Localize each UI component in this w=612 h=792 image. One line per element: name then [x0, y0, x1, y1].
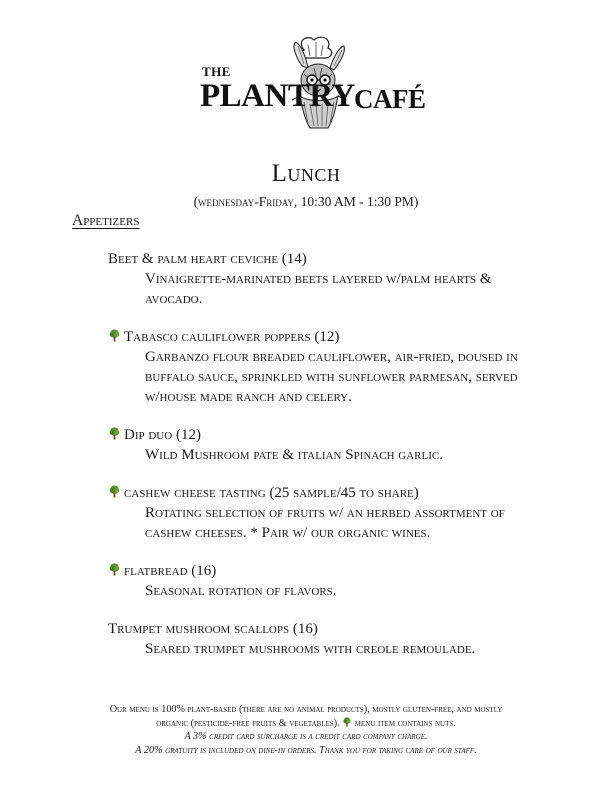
- menu-item: [0, 483, 612, 543]
- menu-item-heading: [0, 249, 612, 269]
- appetizer-list: [0, 249, 612, 677]
- menu-item-name: Beet & palm heart ceviche (14): [108, 251, 307, 267]
- footer-gratuity-note: A 20% gratuity is included on dine-in orders. Thank you for taking care of our staff.: [135, 744, 477, 756]
- menu-item: [0, 619, 612, 659]
- menu-item-description: Seasonal rotation of flavors.: [145, 583, 337, 599]
- menu-item-heading: [0, 619, 612, 639]
- service-hours: (wednesday-Friday, 10:30 AM - 1:30 PM): [193, 194, 419, 209]
- menu-item: [0, 425, 612, 465]
- menu-item-heading: [0, 327, 612, 347]
- footer-organic-note: [60, 717, 552, 731]
- menu-item-description: Seared trumpet mushrooms with creole remoulade.: [145, 641, 476, 657]
- menu-footer: [60, 703, 552, 757]
- menu-item-heading: [0, 483, 612, 503]
- menu-item-description: Rotating selection of fruits w/ an herbed assortment of cashew cheeses. * Pair w/ our organic wines.: [145, 505, 505, 541]
- footer-surcharge-note: A 3% credit card surcharge is a credit card company charge.: [184, 731, 428, 742]
- menu-item: [0, 327, 612, 407]
- footer-plant-based-note: Our menu is 100% plant-based (there are no animal products), mostly gluten-free, and mostly: [109, 704, 503, 715]
- logo-plantry-text: PLANTRY: [200, 78, 355, 114]
- footer-nuts-text: menu item contains nuts.: [354, 717, 456, 729]
- plantry-cafe-logo: [196, 36, 426, 132]
- menu-item-description: Wild Mushroom pate & italian Spinach garlic.: [145, 447, 443, 463]
- menu-item-heading: [0, 425, 612, 445]
- tree-icon: [108, 427, 121, 440]
- menu-item-name: Tabasco cauliflower poppers (12): [124, 329, 340, 345]
- menu-item: [0, 561, 612, 601]
- logo-cafe-text: CAFÉ: [354, 84, 426, 114]
- tree-icon: [108, 485, 121, 498]
- menu-item-name: cashew cheese tasting (25 sample/45 to share): [124, 485, 419, 501]
- section-heading-appetizers: Appetizers: [72, 212, 140, 229]
- menu-item-name: Trumpet mushroom scallops (16): [108, 621, 318, 637]
- menu-item-description: Garbanzo flour breaded cauliflower, air-fried, doused in buffalo sauce, sprinkled with sunflower parmesan, served w/house made ranch and celery.: [145, 349, 518, 405]
- tree-icon: [108, 563, 121, 576]
- menu-title: Lunch: [271, 160, 341, 187]
- logo-the-text: THE: [202, 64, 231, 79]
- footer-organic-text: organic (pesticide-free fruits & vegetables).: [156, 717, 340, 729]
- tree-icon: [342, 717, 352, 727]
- menu-item-name: Dip duo (12): [124, 427, 201, 443]
- menu-item-heading: [0, 561, 612, 581]
- menu-item-name: flatbread (16): [124, 563, 217, 579]
- tree-icon: [108, 329, 121, 342]
- menu-item: [0, 249, 612, 309]
- menu-item-description: Vinaigrette-marinated beets layered w/palm hearts & avocado.: [145, 271, 492, 307]
